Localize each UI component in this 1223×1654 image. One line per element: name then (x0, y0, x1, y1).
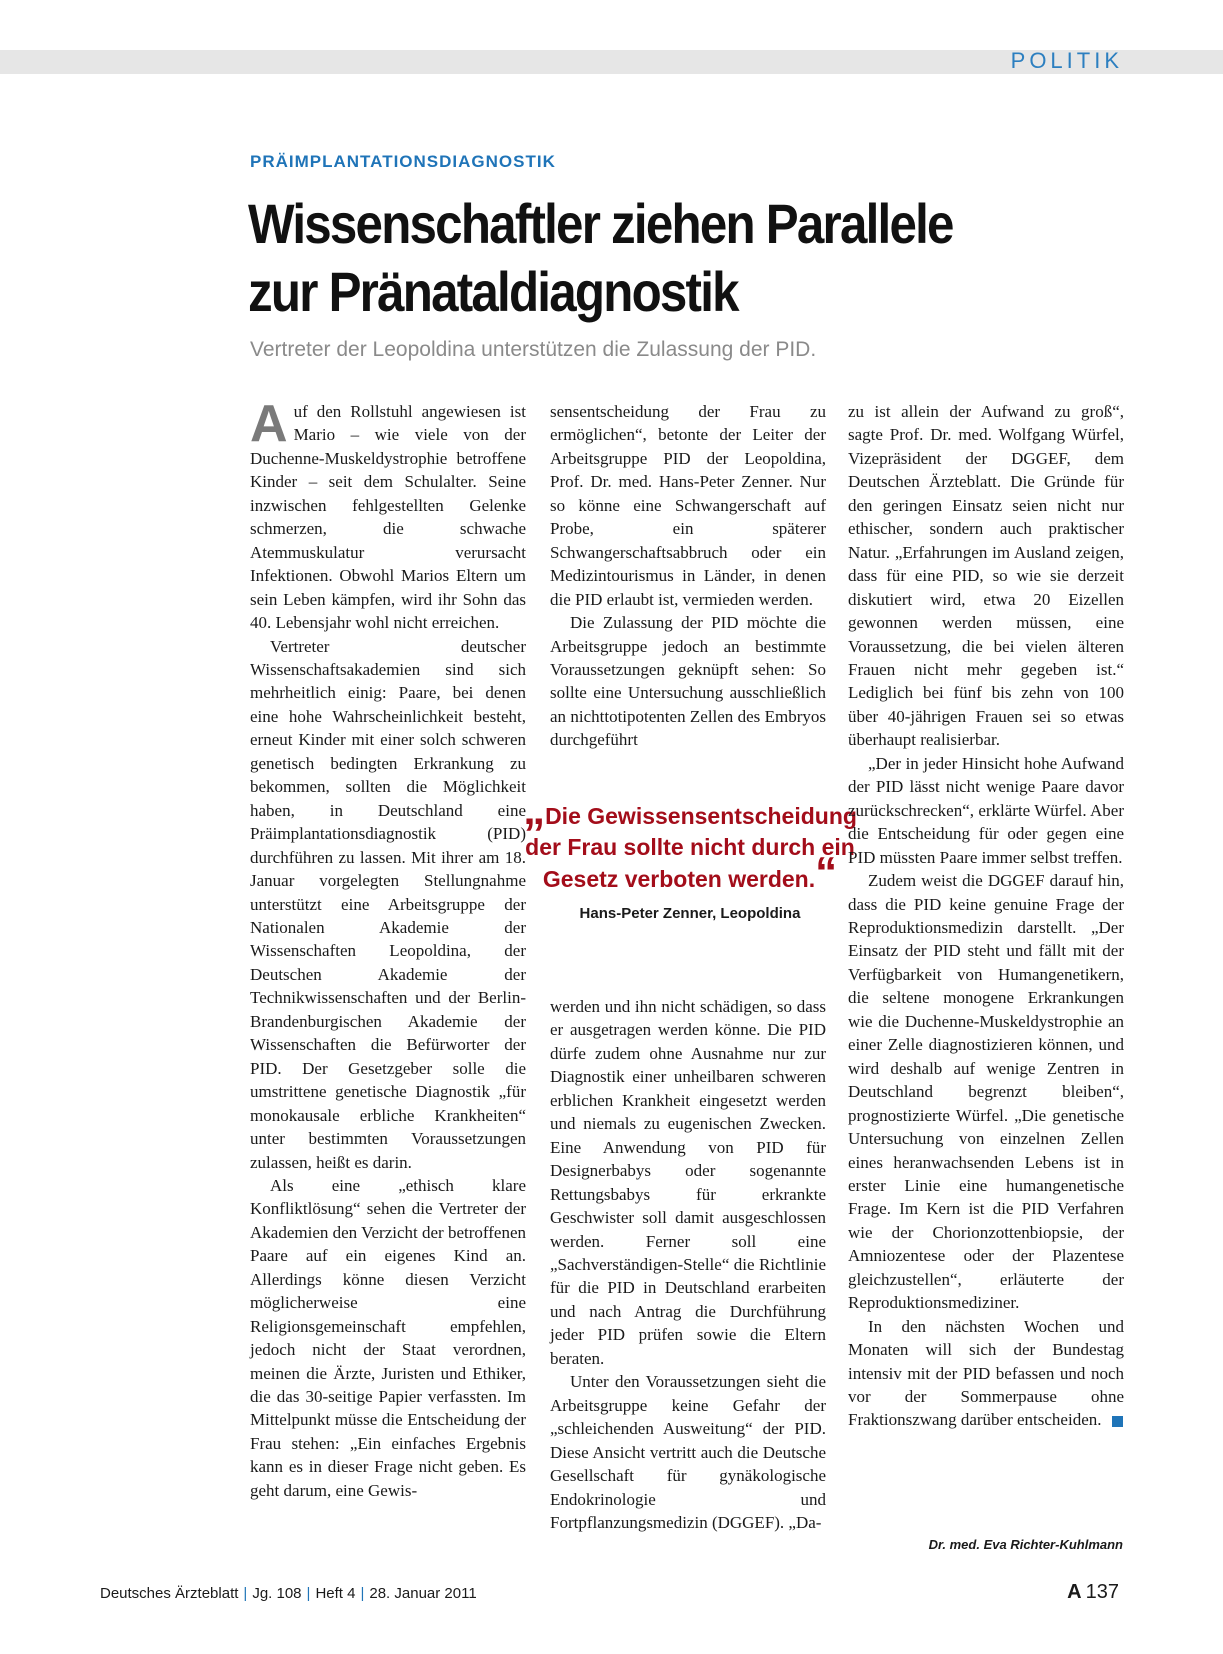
paragraph: Die Zulassung der PID möchte die Arbeitsgruppe jedoch an bestimmte Voraussetzungen geknüpft sehen: So sollte eine Untersuchung ausschließlich an nichttotipotenten Zellen des Embryos durchgeführt (550, 613, 826, 750)
pull-quote-source: Hans-Peter Zenner, Leopoldina (579, 905, 801, 922)
page-number-value: 137 (1085, 1581, 1119, 1603)
column-3 (848, 400, 1124, 1432)
paragraph: zu ist allein der Aufwand zu groß“, sagte Prof. Dr. med. Wolfgang Würfel, Vizepräsident der DGGEF, dem Deutschen Ärzteblatt. Die Gründe für den geringen Einsatz seien nicht nur ethischer, sondern auch praktischer Natur. „Erfahrungen im Ausland zeigen, dass für eine PID, so wie sie derzeit diskutiert wird, etwa 20 Eizellen gewonnen werden müssen, eine Voraussetzung, die bei vielen älteren Frauen nicht mehr gegeben ist.“ Lediglich bei fünf bis zehn von 100 über 40-jährigen Frauen sei so etwas überhaupt realisierbar. (848, 402, 1124, 750)
paragraph: sensentscheidung der Frau zu ermöglichen“, betonte der Leiter der Arbeitsgruppe PID der Leopoldina, Prof. Dr. med. Hans-Peter Zenner. Nur so könne eine Schwangerschaft auf Probe, ein späterer Schwangerschaftsabbruch oder ein Medizintourismus in Länder, in denen die PID erlaubt ist, vermieden werden. (550, 402, 826, 609)
issue-date: 28. Januar 2011 (369, 1585, 477, 1602)
divider: | (306, 1585, 311, 1602)
column-1 (250, 395, 526, 1502)
end-mark-icon (1112, 1416, 1123, 1427)
paragraph (848, 1315, 1124, 1432)
divider: | (243, 1585, 248, 1602)
article-kicker: PRÄIMPLANTATIONSDIAGNOSTIK (250, 152, 556, 171)
column-2-bottom (550, 995, 826, 1534)
pull-quote-text (520, 785, 860, 897)
journal-name: Deutsches Ärzteblatt (100, 1585, 239, 1602)
paragraph-text: In den nächsten Wochen und Monaten will sich der Bundestag intensiv mit der PID befassen und noch vor der Sommerpause ohne Fraktionszwang darüber entscheiden. (848, 1316, 1124, 1430)
paragraph (250, 395, 526, 635)
paragraph-text: uf den Rollstuhl angewiesen ist Mario – wie viele von der Duchenne-Muskeldystrophie betroffene Kinder – seit dem Schulalter. Seine inzwischen fehlgestellten Gelenke schmerzen, die schwache Atemmuskulatur verursacht Infektionen. Obwohl Marios Eltern um sein Leben kämpfen, wird ihr Sohn das 40. Lebensjahr wohl nicht erreichen. (250, 402, 526, 633)
paragraph: werden und ihn nicht schädigen, so dass er ausgetragen werden könne. Die PID dürfe zudem ohne Ausnahme nur zur Diagnostik einer unheilbaren schweren erblichen Krankheit eingesetzt werden und niemals zu eugenischen Zwecken. Eine Anwendung von PID für Designerbabys oder sogenannte Rettungsbabys für erkrankte Geschwister soll damit ausgeschlossen werden. Ferner soll eine „Sachverständigen-Stelle“ die Richtlinie für die PID in Deutschland erarbeiten und nach Antrag die Durchführung jeder PID prüfen sowie die Eltern beraten. (550, 997, 826, 1368)
quote-close-mark: “ (815, 848, 838, 897)
page-footer (100, 1585, 477, 1602)
paragraph: Als eine „ethisch klare Konfliktlösung“ sehen die Vertreter der Akademien den Verzicht der betroffenen Paare auf ein eigenes Kind an. Allerdings könne diesen Verzicht möglicherweise eine Religionsgemeinschaft empfehlen, jedoch nicht der Staat verordnen, meinen die Ärzte, Juristen und Ethiker, die das 30-seitige Papier verfassten. Im Mittelpunkt müsse die Entscheidung der Frau stehen: „Ein einfaches Ergebnis kann es in dieser Frage nicht geben. Es geht darum, eine Gewis- (250, 1175, 526, 1500)
headline-line-2: zur Pränataldiagnostik (248, 260, 738, 323)
headline-line-1: Wissenschaftler ziehen Parallele (248, 192, 953, 255)
quote-open-mark: „ (523, 785, 546, 834)
pull-quote (520, 785, 860, 922)
column-2-top (550, 400, 826, 752)
volume: Jg. 108 (252, 1585, 302, 1602)
paragraph: Vertreter deutscher Wissenschaftsakademien sind sich mehrheitlich einig: Paare, bei denen eine hohe Wahrscheinlichkeit besteht, erneut Kinder mit einer solch schweren genetisch bedingten Erkrankung zu bekommen, sollten die Möglichkeit haben, in Deutschland eine Präimplantationsdiagnostik (PID) durchführen zu lassen. Mit ihrer am 18. Januar vorgelegten Stellungnahme unterstützt eine Arbeitsgruppe der Nationalen Akademie der Wissenschaften Leopoldina, der Deutschen Akademie der Technikwissenschaften und der Berlin-Brandenburgischen Akademie der Wissenschaften die Befürworter der PID. Der Gesetzgeber solle die umstrittene genetische Diagnostik „für monokausale erbliche Krankheiten“ unter bestimmten Voraussetzungen zulassen, heißt es darin. (250, 636, 526, 1172)
drop-cap: A (250, 395, 288, 453)
article-subtitle: Vertreter der Leopoldina unterstützen die Zulassung der PID. (250, 338, 817, 361)
issue: Heft 4 (315, 1585, 356, 1602)
paragraph: Zudem weist die DGGEF darauf hin, dass die PID keine genuine Frage der Reproduktionsmedizin darstellt. „Der Einsatz der PID steht und fällt mit der Verfügbarkeit von Humangenetikern, die seltene monogene Erkrankungen wie die Duchenne-Muskeldystrophie an einer Zelle diagnostizieren können, und wird deshalb auf wenige Zentren in Deutschland begrenzt bleiben“, prognostizierte Würfel. „Die genetische Untersuchung von einzelnen Zellen eines heranwachsenden Lebens ist in erster Linie eine humangenetische Frage. Im Kern ist die PID Verfahren wie der Chorionzottenbiopsie, der Amniozentese oder der Plazentese gleichzustellen“, erläuterte der Reproduktionsmediziner. (848, 871, 1124, 1313)
pull-quote-body: Die Gewissensentscheidung der Frau sollte nicht durch ein Gesetz verboten werden. (525, 803, 857, 892)
section-label: POLITIK (1010, 48, 1123, 73)
page-number (1067, 1581, 1119, 1604)
paragraph: Unter den Voraussetzungen sieht die Arbeitsgruppe keine Gefahr der „schleichenden Ausweitung“ der PID. Diese Ansicht vertritt auch die Deutsche Gesellschaft für gynäkologische Endokrinologie und Fortpflanzungsmedizin (DGGEF). „Da- (550, 1372, 826, 1532)
page-prefix: A (1067, 1581, 1082, 1603)
divider: | (360, 1585, 365, 1602)
paragraph: „Der in jeder Hinsicht hohe Aufwand der PID lässt nicht wenige Paare davor zurückschrecken“, erklärte Würfel. Aber die Entscheidung für oder gegen eine PID müssten Paare immer selbst treffen. (848, 753, 1124, 867)
article-headline (248, 190, 1040, 326)
author-byline: Dr. med. Eva Richter-Kuhlmann (928, 1537, 1123, 1552)
